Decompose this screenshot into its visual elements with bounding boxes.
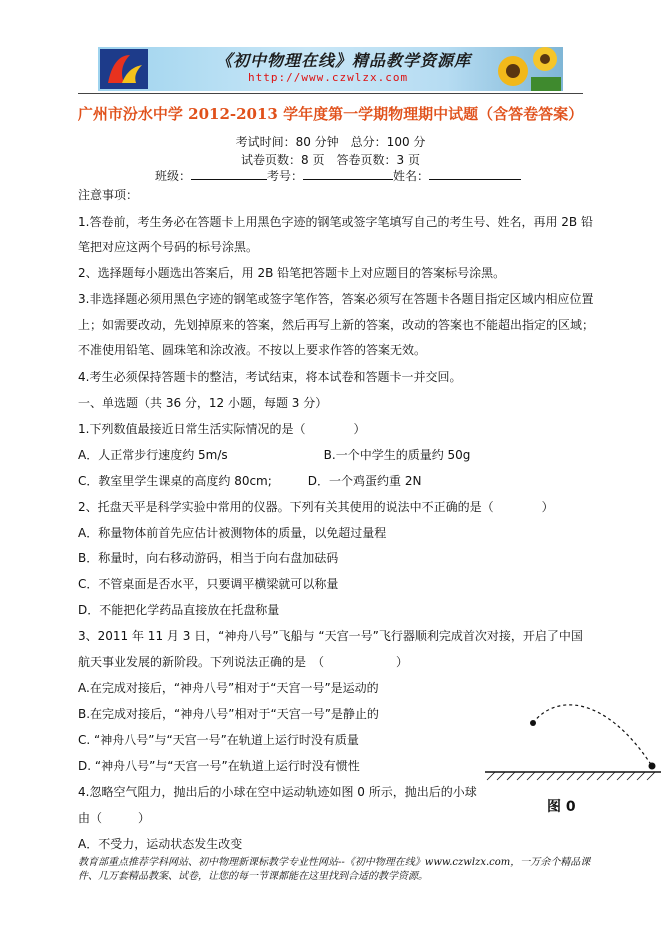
header-rule: [78, 93, 583, 94]
number-blank: [303, 168, 393, 180]
section-heading: 一、单选题（共 36 分，12 小题，每题 3 分）: [78, 396, 328, 410]
banner-url: http://www.czwlzx.com: [248, 71, 409, 84]
trajectory: [533, 705, 652, 766]
notice-line-3b: 上；如需要改动，先划掉原来的答案，然后再写上新的答案，改动的答案也不能超出指定的区域；: [78, 318, 595, 332]
class-label: 班级：: [155, 169, 192, 183]
ball-end: [649, 763, 656, 770]
notice-heading: 注意事项：: [78, 188, 139, 202]
figure-label: 图 0: [547, 799, 576, 815]
q3-option-a: A.在完成对接后，“神舟八号”相对于“天宫一号”是运动的: [78, 681, 379, 695]
q2-option-c: C．不管桌面是否水平，只要调平横梁就可以称量: [78, 577, 339, 591]
q2-option-b: B．称量时，向右移动游码，相当于向右盘加砝码: [78, 551, 339, 565]
page-title: 广州市汾水中学 2012-2013 学年度第一学期物理期中试题（含答卷答案）: [77, 105, 584, 123]
notice-line-1b: 笔把对应这两个号码的标号涂黑。: [78, 240, 259, 254]
q2-option-d: D．不能把化学药品直接放在托盘称量: [78, 603, 280, 617]
notice-line-2: 2、选择题每小题选出答案后，用 2B 铅笔把答题卡上对应题目的答案标号涂黑。: [78, 266, 506, 280]
q2-stem: 2、托盘天平是科学实验中常用的仪器。下列有关其使用的说法中不正确的是（ ）: [78, 500, 554, 514]
number-label: 考号：: [267, 169, 304, 183]
q3-option-d: D. “神舟八号”与“天宫一号”在轨道上运行时没有惯性: [78, 759, 360, 773]
q3-option-b: B.在完成对接后，“神舟八号”相对于“天宫一号”是静止的: [78, 707, 379, 721]
site-logo: [100, 49, 148, 89]
notice-line-3a: 3.非选择题必须用黑色字迹的钢笔或签字笔作答，答案必须写在答题卡各题目指定区域内相应位置: [78, 292, 594, 306]
header-banner: [98, 47, 563, 91]
q1-stem: 1.下列数值最接近日常生活实际情况的是（ ）: [78, 422, 366, 436]
q1-options-cd: C．教室里学生课桌的高度约 80cm; D．一个鸡蛋约重 2N: [78, 474, 422, 488]
q4-option-a: A．不受力，运动状态发生改变: [78, 837, 243, 851]
class-blank: [191, 168, 267, 180]
q2-option-a: A．称量物体前首先应估计被测物体的质量，以免超过量程: [78, 526, 387, 540]
ground-hatch: [487, 772, 655, 780]
notice-line-3c: 不准使用铅笔、圆珠笔和涂改液。不按以上要求作答的答案无效。: [78, 343, 427, 357]
q3-stem-2: 航天事业发展的新阶段。下列说法正确的是 （ ）: [78, 655, 409, 669]
name-label: 姓名：: [393, 169, 430, 183]
q3-option-c: C. “神舟八号”与“天宫一号”在轨道上运行时没有质量: [78, 733, 359, 747]
q4-stem-2: 由（ ）: [78, 811, 151, 825]
student-info-line: [155, 167, 521, 184]
exam-info: 考试时间：80 分钟 总分：100 分: [235, 135, 426, 149]
notice-line-1a: 1.答卷前，考生务必在答题卡上用黑色字迹的钢笔或签字笔填写自己的考生号、姓名，再用 2B 铅: [78, 215, 593, 229]
sunflower-image: [491, 47, 561, 91]
page-footer: 教育部重点推荐学科网站、初中物理新课标教学专业性网站--《初中物理在线》www.czwlzx.com，一万余个精品课件、几万套精品教案、试卷，让您的每一节课都能在这里找到合适的教学资源。: [78, 857, 591, 882]
name-blank: [429, 168, 521, 180]
banner-title: 《初中物理在线》精品教学资源库: [216, 51, 472, 70]
q3-stem-1: 3、2011 年 11 月 3 日，“神舟八号”飞船与 “天宫一号”飞行器顺利完成首次对接，开启了中国: [78, 629, 583, 643]
q4-stem-1: 4.忽略空气阻力，抛出后的小球在空中运动轨迹如图 0 所示，抛出后的小球: [78, 785, 477, 799]
q1-options-ab: A．人正常步行速度约 5m/s B.一个中学生的质量约 50g: [78, 448, 471, 462]
notice-line-4: 4.考生必须保持答题卡的整洁，考试结束，将本试卷和答题卡一并交回。: [78, 370, 462, 384]
pages-info: 试卷页数：8 页 答卷页数：3 页: [241, 153, 420, 167]
